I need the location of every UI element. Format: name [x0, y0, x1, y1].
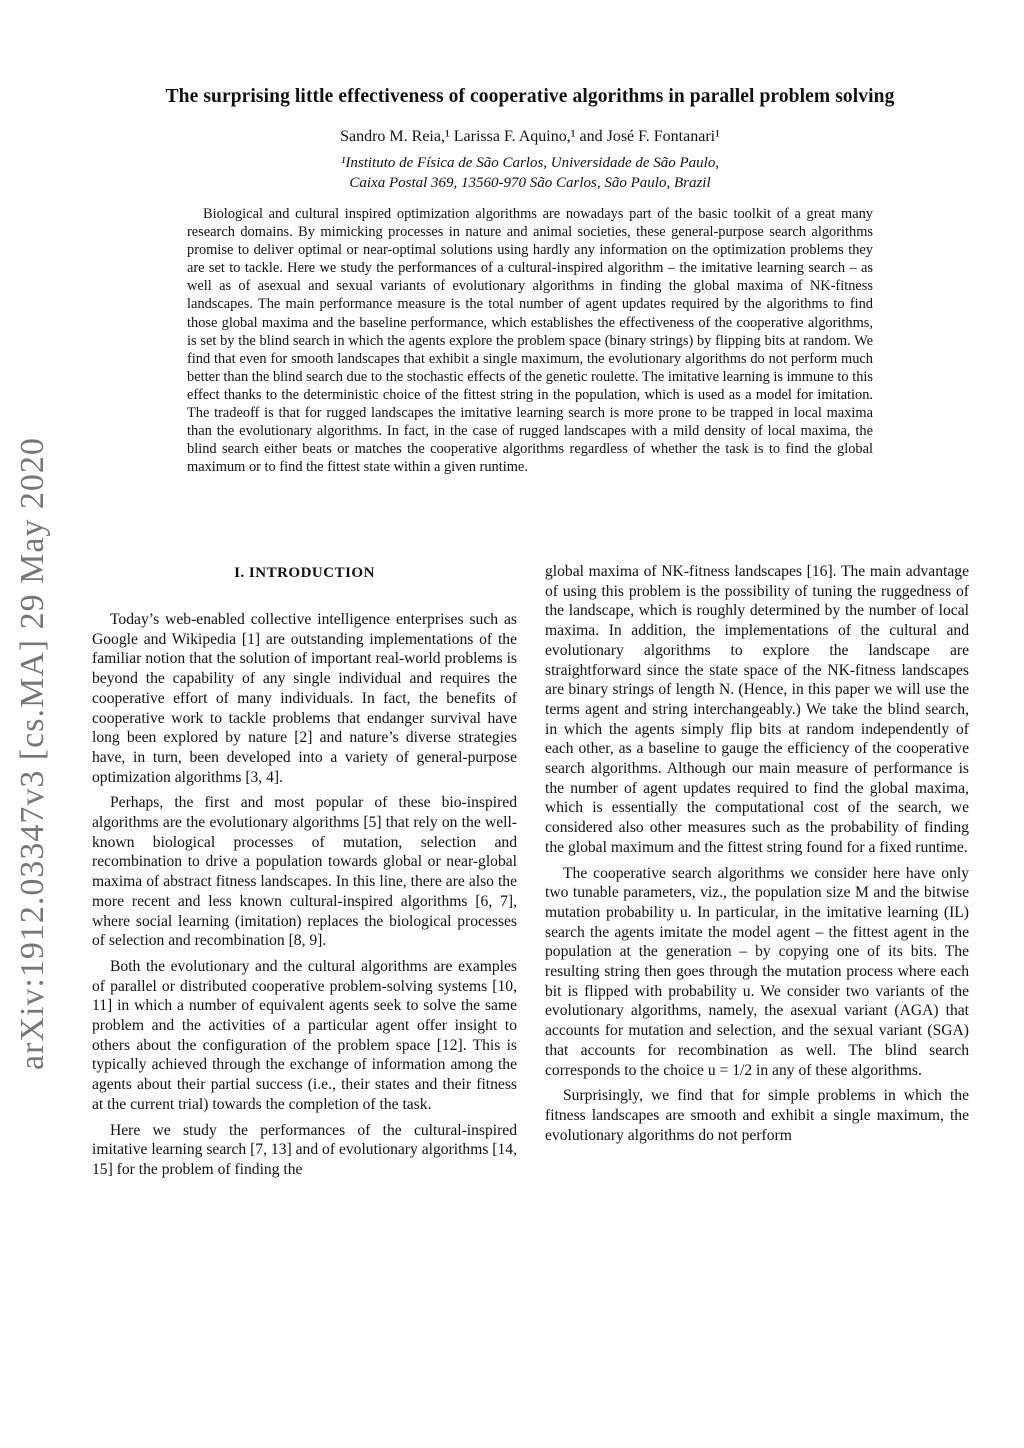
intro-paragraph-6: Surprisingly, we find that for simple problems in which the fitness landscapes are smooth and exhibit a single maximum, the evolutionary algorithms do not perform [545, 1087, 969, 1144]
section-heading-introduction: I. INTRODUCTION [234, 565, 375, 581]
affiliation-line-2: Caixa Postal 369, 13560-970 São Carlos, São Paulo, Brazil [349, 175, 711, 191]
left-column [92, 562, 517, 1186]
author-list: Sandro M. Reia,¹ Larissa F. Aquino,¹ and José F. Fontanari¹ [340, 128, 720, 145]
intro-paragraph-4: Here we study the performances of the cultural-inspired imitative learning search [7, 13] and of evolutionary algorithms [14, 15] for the problem of finding the [92, 1121, 517, 1178]
intro-paragraph-4-continued: global maxima of NK-fitness landscapes [16]. The main advantage of using this problem is the possibility of tuning the ruggedness of the landscape, which is roughly determined by the number of local maxima. In addition, the implementations of the cultural and evolutionary algorithms to explore the landscape are straightforward since the state space of the NK-fitness landscapes are binary strings of length N. (Hence, in this paper we will use the terms agent and string interchangeably.) We take the blind search, in which the agents simply flip bits at random independently of each other, as a baseline to gauge the efficiency of the cooperative search algorithms. Although our main measure of performance is the number of agent updates required to find the global maxima, which is essentially the computational cost of the search, we considered also other measures such as the probability of finding the global maximum and the fittest string found for a fixed runtime. [545, 563, 969, 856]
paper-title: The surprising little effectiveness of cooperative algorithms in parallel problem solving [165, 86, 895, 107]
affiliation [60, 153, 1000, 193]
right-column [545, 562, 969, 1151]
affiliation-line-1: ¹Instituto de Física de São Carlos, Universidade de São Paulo, [340, 155, 720, 171]
intro-paragraph-5: The cooperative search algorithms we consider here have only two tunable parameters, viz., the population size M and the bitwise mutation probability u. In particular, in the imitative learning (IL) search the agents imitate the model agent – the fittest agent in the population at the generation – by copying one of its bits. The resulting string then goes through the mutation process where each bit is flipped with probability u. We consider two variants of the evolutionary algorithms, namely, the asexual variant (AGA) that accounts for mutation and selection, and the sexual variant (SGA) that accounts for recombination as well. The blind search corresponds to the choice u = 1/2 in any of these algorithms. [545, 864, 969, 1079]
intro-paragraph-2: Perhaps, the first and most popular of these bio-inspired algorithms are the evolutionary algorithms [5] that rely on the well-known biological processes of mutation, selection and recombination to drive a population towards global or near-global maxima of abstract fitness landscapes. In this line, there are also the more recent and less known cultural-inspired algorithms [6, 7], where social learning (imitation) replaces the biological processes of selection and recombination [8, 9]. [92, 794, 517, 950]
abstract: Biological and cultural inspired optimization algorithms are nowadays part of the basic toolkit of a great many research domains. By mimicking processes in nature and animal societies, these general-purpose search algorithms promise to deliver optimal or near-optimal solutions using hardly any information on the optimization problems they are set to tackle. Here we study the performances of a cultural-inspired algorithm – the imitative learning search – as well as of asexual and sexual variants of evolutionary algorithms in finding the global maxima of NK-fitness landscapes. The main performance measure is the total number of agent updates required by the algorithms to find those global maxima and the baseline performance, which establishes the effectiveness of the cooperative algorithms, is set by the blind search in which the agents explore the problem space (binary strings) by flipping bits at random. We find that even for smooth landscapes that exhibit a single maximum, the evolutionary algorithms do not perform much better than the blind search due to the stochastic effects of the genetic roulette. The imitative learning is immune to this effect thanks to the deterministic choice of the fittest string in the population, which is used as a model for imitation. The tradeoff is that for rugged landscapes the imitative learning search is more prone to be trapped in local maxima than the evolutionary algorithms. In fact, in the case of rugged landscapes with a mild density of local maxima, the blind search either beats or matches the cooperative algorithms regardless of whether the task is to find the global maximum or to find the fittest state within a given runtime. [187, 206, 873, 476]
arxiv-identifier[interactable]: arXiv:1912.03347v3 [cs.MA] 29 May 2020 [14, 437, 51, 1070]
intro-paragraph-3: Both the evolutionary and the cultural algorithms are examples of parallel or distributed cooperative problem-solving systems [10, 11] in which a number of equivalent agents seek to solve the same problem and the activities of a particular agent offer insight to others about the configuration of the problem space [12]. This is typically achieved through the exchange of information among the agents about their partial success (i.e., their states and their fitness at the current trial) towards the completion of the task. [92, 957, 517, 1113]
intro-paragraph-1: Today’s web-enabled collective intelligence enterprises such as Google and Wikipedia [1] are outstanding implementations of the familiar notion that the solution of important real-world problems is beyond the capability of any single individual and requires the cooperative effort of many individuals. In fact, the benefits of cooperative work to tackle problems that endanger survival have long been explored by nature [2] and nature’s diverse strategies have, in turn, been developed into a variety of general-purpose optimization algorithms [3, 4]. [92, 611, 517, 786]
